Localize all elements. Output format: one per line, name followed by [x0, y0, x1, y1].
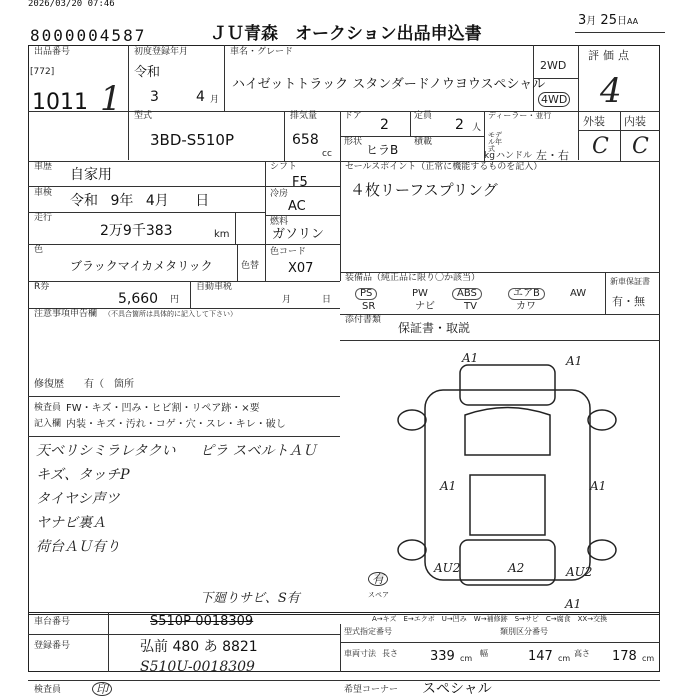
- equip-leather: カワ: [516, 301, 536, 312]
- height-value: 178: [612, 649, 637, 664]
- length-value: 339: [430, 649, 455, 664]
- color-change-label: 色替: [241, 261, 260, 271]
- date-underline: [575, 32, 665, 33]
- first-reg-label: 初度登録年月: [134, 47, 189, 57]
- manual-value: 有・無: [612, 295, 645, 308]
- dealer-label: ディーラー・並行: [488, 111, 552, 120]
- spare-label: スペア: [368, 591, 389, 599]
- divider: [108, 612, 109, 672]
- shape-label: 形状: [344, 137, 363, 147]
- frame-note: 下廻りサビ、S有: [200, 591, 300, 606]
- displacement-label: 排気量: [290, 111, 318, 121]
- divider: [340, 314, 660, 315]
- notes-label: 注意事項申告欄: [34, 309, 98, 319]
- damage-mark: A1: [590, 479, 607, 493]
- notes-sub: （不具合箇所は具体的に記入して下さい）: [104, 310, 237, 318]
- auto-tax-day: 日: [322, 295, 332, 305]
- shape-value: ヒラB: [366, 143, 399, 157]
- inspector-seal: 印: [92, 682, 112, 696]
- form-date: 3月 25日AA: [578, 13, 639, 28]
- divider: [340, 340, 660, 341]
- divider: [28, 634, 340, 635]
- dimensions-label: 車両寸法: [344, 649, 376, 658]
- damage-mark: A1: [565, 597, 582, 611]
- shift-value: F5: [292, 175, 308, 190]
- cooler-label: 冷房: [270, 189, 289, 199]
- damage-mark: A1: [440, 479, 457, 493]
- fuel-label: 燃料: [270, 217, 289, 227]
- rating-label: 評価点: [588, 49, 633, 62]
- attachments-label: 添付書類: [345, 315, 382, 325]
- vehicle-name: ハイゼットトラック スタンダードノウヨウスペシャル: [232, 77, 546, 92]
- doors-value: 2: [380, 117, 389, 133]
- divider: [578, 45, 579, 160]
- exhibit-sub: [772]: [30, 67, 55, 77]
- inspector-row1: FW・キズ・凹み・ヒビ割・リペア跡・×要: [66, 403, 260, 414]
- interior-value: C: [632, 134, 649, 159]
- damage-mark: A1: [462, 351, 479, 365]
- spare-mark: 有: [368, 572, 388, 586]
- auto-tax-label: 自動車税: [196, 282, 233, 292]
- inspector-row2: 内装・キズ・汚れ・コゲ・穴・スレ・キレ・破し: [66, 419, 286, 430]
- equip-sr: SR: [362, 301, 376, 312]
- equip-abs: ABS: [452, 288, 482, 300]
- divider: [224, 45, 225, 111]
- hand-note: タイヤシ声ツ: [36, 491, 120, 507]
- mileage-label: 走行: [34, 213, 53, 223]
- color-code-value: X07: [288, 261, 314, 276]
- r-ticket-label: R券: [34, 282, 50, 292]
- equip-aw: AW: [570, 288, 587, 299]
- divider: [237, 244, 238, 281]
- load-unit: kg: [484, 151, 495, 161]
- inspector-label1: 検査員: [34, 403, 62, 413]
- form-code-label2: 類別区分番号: [500, 627, 548, 636]
- divider: [28, 281, 340, 282]
- drive-2wd: 2WD: [540, 59, 567, 72]
- manual-label: 新車保証書: [610, 277, 650, 286]
- divider: [28, 680, 660, 681]
- seats-unit: 人: [472, 123, 482, 133]
- equip-tv: TV: [464, 301, 477, 312]
- fuel-value: ガソリン: [272, 227, 325, 242]
- chassis-struck: S510P-0018309: [150, 614, 254, 629]
- registration-value: 弘前 480 あ 8821: [140, 639, 258, 655]
- divider: [410, 111, 411, 136]
- damage-mark: A2: [508, 561, 525, 575]
- chassis-hand: S510U-0018309: [140, 659, 255, 675]
- divider: [235, 212, 236, 244]
- equipment-label: 装備品（純正品に限り〇か該当）: [345, 273, 481, 283]
- cooler-value: AC: [288, 199, 306, 214]
- vehicle-name-label: 車名・グレード: [230, 47, 294, 57]
- rating-value: 4: [600, 71, 622, 111]
- exhibit-label: 出品番号: [34, 47, 71, 57]
- barcode-number: 8000004587: [30, 26, 147, 45]
- color-code-label: 色コード: [270, 247, 307, 257]
- form-title: ＪＵ青森 オークション出品申込書: [210, 24, 482, 44]
- auto-tax-month: 月: [282, 295, 292, 305]
- load-label: 積載: [414, 137, 433, 147]
- equip-ps: PS: [355, 288, 377, 300]
- sales-point-label: セールスポイント（正常に機能するものを記入）: [345, 162, 543, 172]
- divider: [340, 624, 341, 672]
- divider: [28, 212, 265, 213]
- form-code-label: 型式指定番号: [344, 627, 392, 636]
- exterior-label: 外装: [583, 115, 605, 128]
- divider: [265, 161, 266, 281]
- damage-mark: AU2: [566, 565, 593, 579]
- seats-value: 2: [455, 117, 464, 133]
- chassis-label: 車台番号: [34, 617, 71, 627]
- pillar-note: ピラ スベルトＡＵ: [200, 443, 317, 459]
- handle-value: 左・右: [536, 149, 569, 162]
- sales-point-value: ４枚リーフスプリング: [350, 181, 498, 199]
- inspection-label: 車検: [34, 188, 53, 198]
- equip-navi: ナビ: [415, 301, 435, 312]
- history-label: 車歴: [34, 162, 53, 172]
- length-unit: cm: [460, 654, 473, 663]
- inspector-label2: 記入欄: [34, 419, 62, 429]
- hand-note: 荷台ＡＵ有り: [36, 539, 120, 555]
- exhibit-handmark: 1: [100, 79, 122, 119]
- inspector-sig-label: 検査員: [34, 685, 62, 695]
- height-unit: cm: [642, 654, 655, 663]
- hand-note: ヤナビ裏Ａ: [36, 515, 106, 531]
- drive-4wd: 4WD: [538, 92, 570, 107]
- model-value: 3BD-S510P: [150, 131, 234, 149]
- divider: [578, 130, 660, 131]
- stamp-date: 2026/03/20 07:46: [28, 0, 115, 9]
- mileage-value: 2万9千383: [100, 223, 173, 239]
- divider: [620, 111, 621, 161]
- model-year-label: モデル年式: [488, 131, 502, 153]
- width-label: 幅: [480, 649, 488, 658]
- repair-history-label: 修復歴: [34, 379, 64, 390]
- divider: [265, 215, 340, 216]
- inspection-date: 令和 9年 4月 日: [70, 193, 210, 209]
- corner-label: 希望コーナー: [344, 685, 399, 695]
- history-value: 自家用: [70, 167, 112, 183]
- hand-note: 天ベリシミラレタクい: [36, 443, 176, 459]
- divider: [340, 161, 341, 281]
- damage-mark: AU2: [434, 561, 461, 575]
- width-unit: cm: [558, 654, 571, 663]
- displacement-value: 658: [292, 132, 319, 148]
- color-value: ブラックマイカメタリック: [70, 259, 213, 273]
- width-value: 147: [528, 649, 553, 664]
- first-reg-era: 令和: [134, 65, 161, 80]
- divider: [190, 281, 191, 308]
- equip-pw: PW: [412, 288, 428, 299]
- r-ticket-value: 5,660: [118, 291, 159, 307]
- model-label: 型式: [134, 111, 153, 121]
- repair-history-value: 有（ 箇所: [84, 379, 134, 390]
- exterior-value: C: [592, 134, 609, 159]
- displacement-unit: cc: [322, 149, 332, 159]
- doors-label: ドア: [344, 111, 362, 121]
- color-label: 色: [34, 245, 44, 255]
- interior-label: 内装: [624, 115, 646, 128]
- divider: [28, 396, 340, 397]
- first-reg-year: 3: [150, 89, 159, 105]
- divider: [28, 436, 340, 437]
- equip-airbag: エアB: [508, 288, 545, 300]
- seats-label: 定員: [414, 111, 433, 121]
- corner-value: スペシャル: [422, 681, 492, 697]
- shift-label: シフト: [270, 162, 298, 172]
- length-label: 長さ: [382, 649, 398, 658]
- attachments-value: 保証書・取説: [398, 321, 471, 335]
- divider: [128, 45, 129, 160]
- registration-label: 登録番号: [34, 641, 71, 651]
- mileage-unit: km: [214, 229, 230, 240]
- divider: [605, 272, 606, 314]
- divider: [28, 244, 340, 245]
- divider: [340, 642, 660, 643]
- first-reg-month-unit: 月: [210, 95, 220, 105]
- exhibit-number: 1011: [32, 90, 88, 115]
- r-ticket-unit: 円: [170, 295, 180, 305]
- first-reg-month: 4: [196, 89, 205, 105]
- height-label: 高さ: [574, 649, 590, 658]
- handle-label: ハンドル: [496, 151, 533, 161]
- legend: A→キズ E→エクボ U→凹み W→補修跡 S→サビ C→腐食 XX→交換: [372, 615, 608, 623]
- divider: [284, 111, 285, 161]
- hand-note: キズ、タッチP: [36, 467, 130, 483]
- car-diagram: [390, 345, 640, 595]
- damage-mark: A1: [566, 354, 583, 368]
